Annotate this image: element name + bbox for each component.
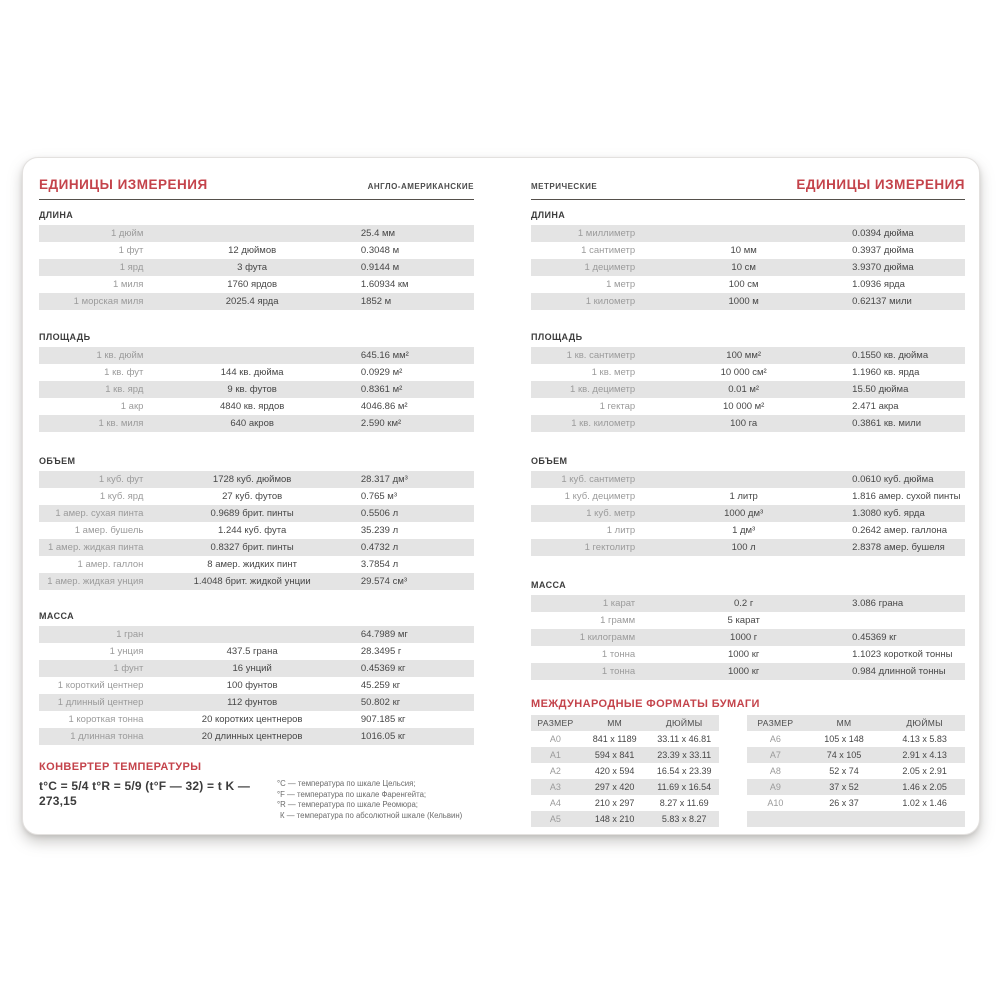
table-cell: 1.816 амер. сухой пинты	[852, 491, 961, 502]
table-cell: 0.3937 дюйма	[852, 245, 914, 256]
table-row	[531, 259, 965, 276]
table-cell: 1 кв. фут	[104, 367, 144, 378]
table-cell: 907.185 кг	[360, 714, 406, 725]
table-cell: 1 фунт	[113, 663, 144, 674]
table-cell: 35.239 л	[360, 525, 399, 536]
section-label-mass: МАССА	[531, 580, 567, 590]
table-cell: A1	[549, 750, 561, 760]
table-cell: 20 длинных центнеров	[201, 731, 303, 742]
paper-table-body	[531, 731, 719, 827]
table-row	[531, 415, 965, 432]
table-area-imperial	[39, 347, 474, 432]
table-cell: 148 x 210	[594, 814, 635, 824]
table-row	[531, 364, 965, 381]
table-cell: 1 унция	[109, 646, 144, 657]
table-cell: 1 километр	[585, 296, 636, 307]
table-cell: 594 x 841	[594, 750, 635, 760]
legend-line-celsius: °C — температура по шкале Цельсия;	[277, 779, 416, 788]
table-cell: 1 литр	[606, 525, 636, 536]
table-cell: 1 гран	[116, 629, 144, 640]
table-cell: 27 куб. футов	[222, 491, 283, 502]
table-cell: 1 карат	[602, 598, 636, 609]
table-cell: 23.39 x 33.11	[657, 750, 712, 760]
table-row	[531, 522, 965, 539]
table-cell: 0.2642 амер. галлона	[852, 525, 948, 536]
table-cell: 1 куб. метр	[586, 508, 636, 519]
section-label-length: ДЛИНА	[531, 210, 566, 220]
table-cell: 1760 ярдов	[227, 279, 278, 290]
table-cell: 1 фут	[118, 245, 144, 256]
table-cell: 3.7854 л	[360, 559, 399, 570]
table-row	[39, 242, 474, 259]
table-cell: 0.62137 мили	[852, 296, 912, 307]
table-row	[531, 779, 719, 795]
table-cell: 1.0936 ярда	[852, 279, 905, 290]
table-cell: 1 куб. сантиметр	[561, 474, 636, 485]
table-cell: 1 куб. ярд	[99, 491, 144, 502]
column-header-size: РАЗМЕР	[537, 718, 574, 728]
section-label-volume: ОБЪЕМ	[39, 456, 76, 466]
table-cell: A2	[549, 766, 561, 776]
table-cell: 1.3080 куб. ярда	[852, 508, 925, 519]
table-mass-metric	[531, 595, 965, 680]
table-cell: A10	[767, 798, 784, 808]
table-cell: 29.574 см³	[360, 576, 408, 587]
table-cell: A4	[549, 798, 561, 808]
table-cell: 50.802 кг	[360, 697, 401, 708]
table-cell: 0.5506 л	[360, 508, 399, 519]
table-cell: 2.8378 амер. бушеля	[852, 542, 945, 553]
table-row	[39, 694, 474, 711]
table-row	[531, 629, 965, 646]
table-cell: 1 литр	[729, 491, 758, 502]
table-cell: 1.1023 короткой тонны	[852, 649, 953, 660]
table-cell: 33.11 x 46.81	[657, 734, 712, 744]
table-cell: 0.8327 брит. пинты	[210, 542, 294, 553]
table-cell: 10 мм	[730, 245, 757, 256]
table-cell: 1 амер. галлон	[77, 559, 144, 570]
page-title: ЕДИНИЦЫ ИЗМЕРЕНИЯ	[796, 177, 965, 192]
table-cell: 1 ярд	[119, 262, 144, 273]
table-row	[39, 539, 474, 556]
table-row	[531, 398, 965, 415]
table-cell: 0.0610 куб. дюйма	[852, 474, 934, 485]
table-row	[747, 795, 965, 811]
table-cell: 100 см	[728, 279, 759, 290]
table-cell: 1 короткая тонна	[68, 714, 144, 725]
table-cell: 1 кв. дюйм	[96, 350, 144, 361]
table-row	[39, 711, 474, 728]
table-row	[531, 488, 965, 505]
table-cell: 2.91 x 4.13	[902, 750, 947, 760]
column-header-inches: ДЮЙМЫ	[665, 718, 703, 728]
table-cell: A5	[549, 814, 561, 824]
table-row	[39, 259, 474, 276]
table-cell: 4840 кв. ярдов	[219, 401, 285, 412]
table-row	[39, 556, 474, 573]
table-cell: 0.01 м²	[728, 384, 760, 395]
table-row	[39, 276, 474, 293]
table-cell: 1 амер. жидкая пинта	[47, 542, 144, 553]
table-cell: 20 коротких центнеров	[201, 714, 303, 725]
table-cell: 1 длинная тонна	[70, 731, 144, 742]
table-cell: 0.0929 м²	[360, 367, 403, 378]
table-cell: 8 амер. жидких пинт	[207, 559, 297, 570]
column-header-mm: ММ	[836, 718, 852, 728]
left-page-column	[39, 158, 474, 821]
paper-table-a6-a10	[747, 715, 965, 827]
table-area-metric	[531, 347, 965, 432]
table-cell: 0.3861 кв. мили	[852, 418, 922, 429]
table-cell: 64.7989 мг	[360, 629, 408, 640]
table-cell: 1 амер. бушель	[74, 525, 144, 536]
right-page-header	[531, 158, 965, 200]
table-row	[531, 225, 965, 242]
table-cell: 10 000 м²	[722, 401, 765, 412]
table-volume-metric	[531, 471, 965, 556]
table-cell: A9	[769, 782, 781, 792]
table-cell: 1000 дм³	[724, 508, 764, 519]
column-header-mm: ММ	[607, 718, 623, 728]
table-cell: 5 карат	[727, 615, 760, 626]
table-cell: 2.05 x 2.91	[902, 766, 947, 776]
table-row	[531, 612, 965, 629]
table-cell: 144 кв. дюйма	[220, 367, 284, 378]
paper-table-a0-a5	[531, 715, 719, 827]
paper-formats-title: МЕЖДУНАРОДНЫЕ ФОРМАТЫ БУМАГИ	[531, 698, 760, 710]
table-cell: 1000 кг	[727, 649, 760, 660]
section-label-area: ПЛОЩАДЬ	[39, 332, 91, 342]
table-cell: 100 мм²	[726, 350, 762, 361]
paper-formats-tables	[531, 715, 965, 827]
table-cell: 1 гектолитр	[584, 542, 636, 553]
table-cell: 0.984 длинной тонны	[852, 666, 946, 677]
table-row	[39, 522, 474, 539]
table-cell: 1 тонна	[601, 666, 636, 677]
table-cell: 1.46 x 2.05	[902, 782, 947, 792]
table-mass-imperial	[39, 626, 474, 745]
table-cell: 1 гектар	[599, 401, 636, 412]
section-label-volume: ОБЪЕМ	[531, 456, 568, 466]
table-cell: 0.45369 кг	[360, 663, 406, 674]
table-cell: 1 кв. миля	[98, 418, 144, 429]
table-row	[531, 539, 965, 556]
table-cell: 1.1960 кв. ярда	[852, 367, 920, 378]
table-cell: 1728 куб. дюймов	[212, 474, 292, 485]
temperature-formula: t°C = 5/4 t°R = 5/9 (t°F — 32) = t K — 273,15	[39, 779, 251, 808]
table-cell: 8.27 x 11.69	[659, 798, 709, 808]
table-row	[39, 293, 474, 310]
table-cell: 437.5 грана	[226, 646, 278, 657]
section-label-area: ПЛОЩАДЬ	[531, 332, 583, 342]
table-cell: 1.02 x 1.46	[902, 798, 947, 808]
table-row	[39, 398, 474, 415]
table-cell: 0.765 м³	[360, 491, 397, 502]
table-cell: 1000 кг	[727, 666, 760, 677]
table-row	[39, 643, 474, 660]
table-cell: 210 x 297	[594, 798, 635, 808]
table-row	[747, 779, 965, 795]
table-length-metric	[531, 225, 965, 310]
paper-formats-section	[531, 698, 965, 827]
table-cell: 37 x 52	[829, 782, 859, 792]
column-header-inches: ДЮЙМЫ	[906, 718, 943, 728]
table-cell: 1.244 куб. фута	[218, 525, 287, 536]
table-cell: A0	[549, 734, 561, 744]
table-cell: 112 фунтов	[227, 697, 278, 708]
table-cell: 15.50 дюйма	[852, 384, 909, 395]
table-row	[39, 505, 474, 522]
table-cell: 3.9370 дюйма	[852, 262, 914, 273]
table-cell: 28.3495 г	[360, 646, 402, 657]
temperature-converter-body	[39, 779, 474, 821]
table-cell: 420 x 594	[594, 766, 635, 776]
table-cell: 640 акров	[230, 418, 274, 429]
table-cell: A7	[769, 750, 781, 760]
table-row	[747, 811, 965, 827]
page-subtitle-metric: МЕТРИЧЕСКИЕ	[531, 182, 598, 191]
table-row	[39, 471, 474, 488]
table-cell: 1 кв. километр	[571, 418, 636, 429]
table-row	[39, 488, 474, 505]
table-cell: 10 см	[731, 262, 756, 273]
table-row	[531, 731, 719, 747]
table-row	[39, 573, 474, 590]
table-cell: 1 дюйм	[110, 228, 144, 239]
table-row	[39, 660, 474, 677]
legend-line-reaumur: °R — температура по шкале Реомюра;	[277, 800, 418, 809]
table-cell: 4.13 x 5.83	[902, 734, 947, 744]
table-cell: 1 метр	[606, 279, 636, 290]
table-row	[531, 505, 965, 522]
table-cell: 1.4048 брит. жидкой унции	[193, 576, 311, 587]
table-cell: A3	[549, 782, 561, 792]
page-subtitle-anglo-american: АНГЛО-АМЕРИКАНСКИЕ	[367, 182, 474, 191]
table-cell: 0.3048 м	[360, 245, 400, 256]
table-cell: 841 x 1189	[592, 734, 637, 744]
table-cell: A8	[769, 766, 781, 776]
table-cell: 100 фунтов	[226, 680, 278, 691]
table-cell: 1000 г	[730, 632, 758, 643]
table-row	[531, 763, 719, 779]
table-cell: 0.9144 м	[360, 262, 400, 273]
table-cell: 1 кв. метр	[591, 367, 636, 378]
table-cell: A6	[769, 734, 781, 744]
temperature-converter	[39, 761, 474, 821]
table-cell: 1016.05 кг	[360, 731, 406, 742]
table-row	[531, 347, 965, 364]
table-row	[531, 811, 719, 827]
table-cell: 5.83 x 8.27	[661, 814, 707, 824]
table-length-imperial	[39, 225, 474, 310]
table-cell: 28.317 дм³	[360, 474, 408, 485]
temperature-legend	[277, 779, 474, 821]
table-cell: 2.590 км²	[360, 418, 402, 429]
table-row	[39, 225, 474, 242]
table-cell: 25.4 мм	[360, 228, 396, 239]
table-cell: 645.16 мм²	[360, 350, 409, 361]
table-cell: 4046.86 м²	[360, 401, 408, 412]
table-cell: 1 миля	[112, 279, 144, 290]
table-row	[39, 381, 474, 398]
page-title: ЕДИНИЦЫ ИЗМЕРЕНИЯ	[39, 177, 208, 192]
table-volume-imperial	[39, 471, 474, 590]
table-row	[39, 626, 474, 643]
table-cell: 2025.4 ярда	[225, 296, 279, 307]
table-cell: 1 акр	[120, 401, 144, 412]
table-cell: 1000 м	[728, 296, 759, 307]
table-cell: 3 фута	[237, 262, 268, 273]
table-row	[531, 747, 719, 763]
table-cell: 3.086 грана	[852, 598, 904, 609]
table-cell: 10 000 см²	[720, 367, 767, 378]
table-cell: 74 x 105	[826, 750, 862, 760]
table-cell: 2.471 акра	[852, 401, 899, 412]
table-cell: 12 дюймов	[228, 245, 277, 256]
table-cell: 0.4732 л	[360, 542, 399, 553]
table-cell: 1 морская миля	[73, 296, 144, 307]
table-cell: 100 л	[731, 542, 756, 553]
table-row	[531, 293, 965, 310]
right-page-column	[531, 158, 965, 827]
column-header-size: РАЗМЕР	[757, 718, 794, 728]
table-cell: 1 сантиметр	[581, 245, 636, 256]
table-row	[531, 795, 719, 811]
table-cell: 1 кв. дециметр	[570, 384, 636, 395]
table-cell: 16.54 x 23.39	[656, 766, 712, 776]
table-cell: 0.45369 кг	[852, 632, 897, 643]
table-cell: 0.9689 брит. пинты	[210, 508, 294, 519]
table-row	[531, 471, 965, 488]
legend-line-fahrenheit: °F — температура по шкале Фаренгейта;	[277, 789, 427, 799]
table-cell: 1 килограмм	[579, 632, 636, 643]
table-cell: 1 длинный центнер	[57, 697, 144, 708]
table-row	[531, 381, 965, 398]
section-label-length: ДЛИНА	[39, 210, 74, 220]
temperature-converter-title: КОНВЕРТЕР ТЕМПЕРАТУРЫ	[39, 761, 202, 773]
table-cell: 1 дециметр	[584, 262, 636, 273]
table-row	[531, 595, 965, 612]
table-cell: 1 короткий центнер	[57, 680, 144, 691]
table-row	[39, 347, 474, 364]
table-row	[531, 646, 965, 663]
table-cell: 0.2 г	[734, 598, 754, 609]
left-page-header	[39, 158, 474, 200]
table-cell: 100 га	[730, 418, 758, 429]
paper-table-body	[747, 731, 965, 827]
table-cell: 1 кв. сантиметр	[566, 350, 636, 361]
table-row	[39, 364, 474, 381]
table-row	[39, 728, 474, 745]
table-row	[747, 747, 965, 763]
table-cell: 297 x 420	[594, 782, 635, 792]
table-cell: 1 кв. ярд	[105, 384, 144, 395]
table-cell: 1 амер. жидкая унция	[47, 576, 144, 587]
table-cell: 16 унций	[232, 663, 272, 674]
legend-line-kelvin: К — температура по абсолютной шкале (Кельвин)	[280, 810, 463, 820]
table-cell: 0.1550 кв. дюйма	[852, 350, 929, 361]
table-cell: 1 амер. сухая пинта	[55, 508, 144, 519]
table-cell: 26 x 37	[829, 798, 859, 808]
paper-table-header	[531, 715, 719, 731]
table-row	[531, 663, 965, 680]
section-label-mass: МАССА	[39, 611, 75, 621]
table-row	[39, 415, 474, 432]
table-cell: 1 миллиметр	[577, 228, 636, 239]
table-row	[747, 763, 965, 779]
table-cell: 0.8361 м²	[360, 384, 403, 395]
table-cell: 1 куб. фут	[98, 474, 144, 485]
planner-reference-page	[22, 157, 980, 835]
table-cell: 0.0394 дюйма	[852, 228, 914, 239]
table-row	[39, 677, 474, 694]
paper-table-header	[747, 715, 965, 731]
table-cell: 1.60934 км	[360, 279, 409, 290]
table-cell: 105 x 148	[824, 734, 864, 744]
table-cell: 1852 м	[360, 296, 392, 307]
table-row	[747, 731, 965, 747]
table-cell: 52 x 74	[829, 766, 859, 776]
table-cell: 9 кв. футов	[227, 384, 277, 395]
table-cell: 11.69 x 16.54	[657, 782, 712, 792]
table-cell: 1 грамм	[600, 615, 636, 626]
table-row	[531, 242, 965, 259]
table-row	[531, 276, 965, 293]
table-cell: 45.259 кг	[360, 680, 401, 691]
table-cell: 1 дм³	[732, 525, 756, 536]
table-cell: 1 куб. дециметр	[564, 491, 636, 502]
table-cell: 1 тонна	[601, 649, 636, 660]
